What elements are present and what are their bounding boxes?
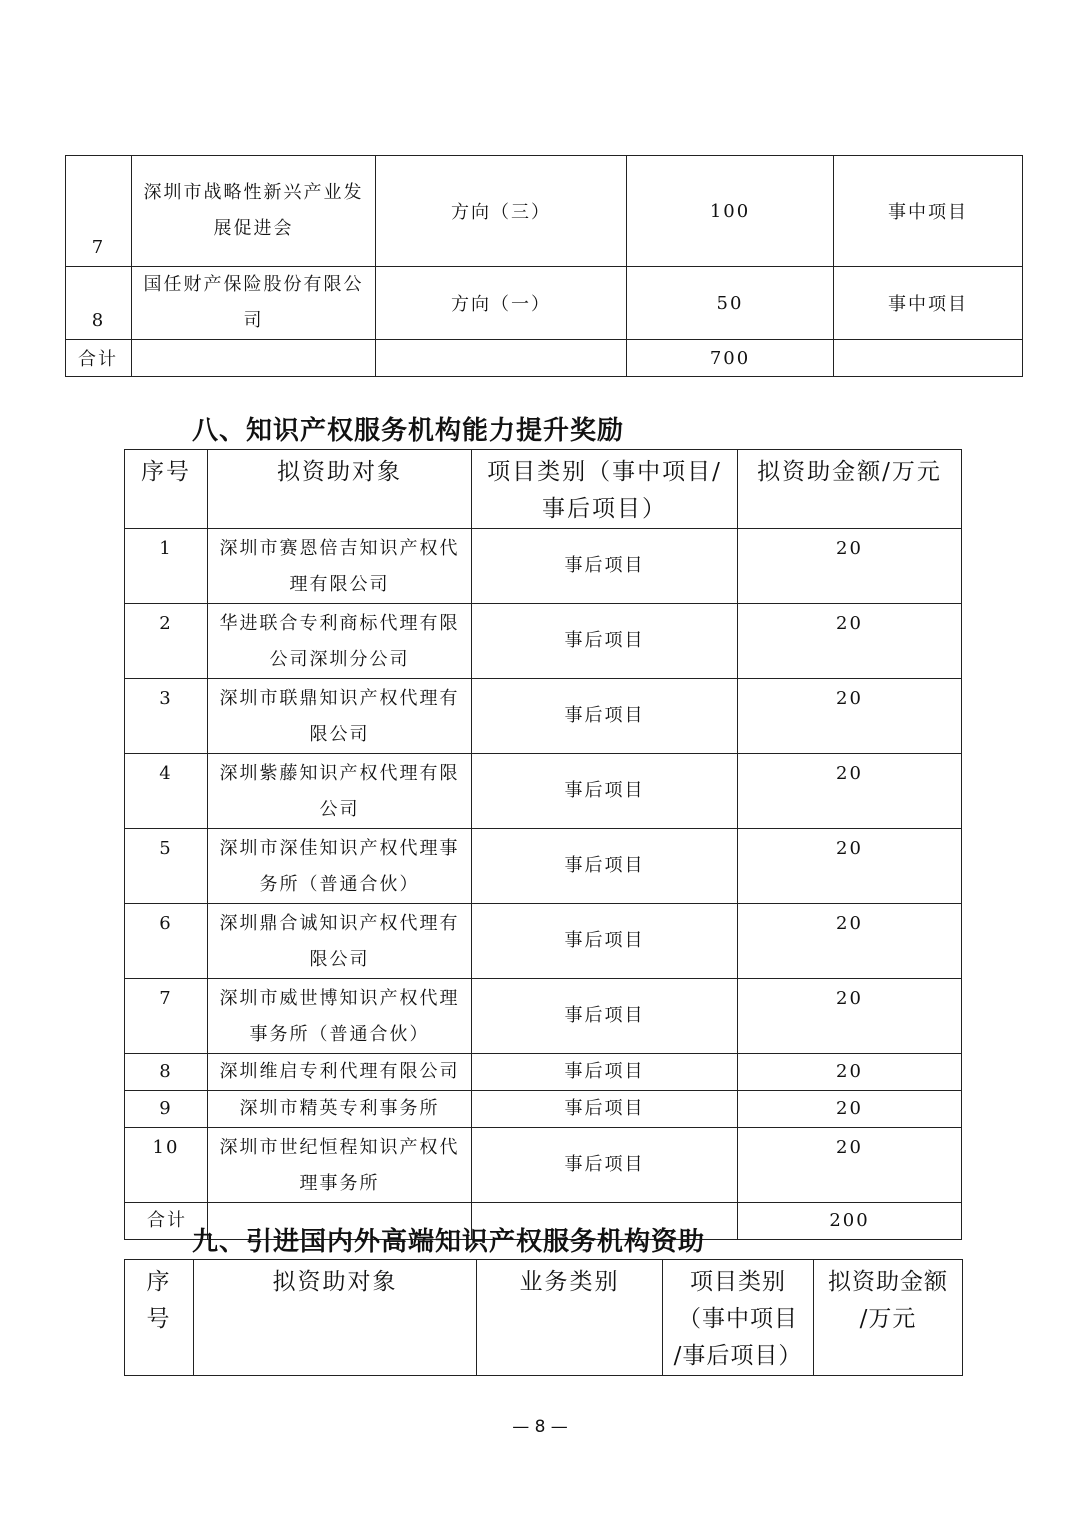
direction: 方向（一） [376,267,627,340]
section-9-table [124,1259,963,1376]
row-number: 8 [66,267,132,340]
table-row [66,156,1023,267]
row-number: 6 [125,904,208,979]
funding-target: 深圳市深佳知识产权代理事 务所（普通合伙） [208,829,472,904]
amount: 20 [738,679,962,754]
row-number: 9 [125,1091,208,1128]
funding-target: 深圳维启专利代理有限公司 [208,1054,472,1091]
funding-target: 华进联合专利商标代理有限 公司深圳分公司 [208,604,472,679]
funding-target: 深圳市战略性新兴产业发 展促进会 [132,156,376,267]
project-type: 事后项目 [472,529,738,604]
page-number: — 8 — [512,1417,568,1437]
table-row [66,267,1023,340]
header-target: 拟资助对象 [194,1260,477,1376]
header-target: 拟资助对象 [208,450,472,529]
row-number: 7 [66,156,132,267]
amount: 20 [738,1091,962,1128]
project-type: 事后项目 [472,604,738,679]
total-amount: 200 [738,1203,962,1240]
row-number: 1 [125,529,208,604]
header-business: 业务类别 [477,1260,663,1376]
project-type: 事后项目 [472,754,738,829]
total-label: 合计 [125,1203,208,1240]
empty-cell [834,340,1023,377]
header-row [125,450,962,529]
amount: 20 [738,979,962,1054]
project-type: 事后项目 [472,904,738,979]
table-row [125,604,962,679]
amount: 20 [738,529,962,604]
amount: 20 [738,829,962,904]
table-row [125,679,962,754]
table-row [125,979,962,1054]
total-label: 合计 [66,340,132,377]
table-row [125,1091,962,1128]
amount: 20 [738,1054,962,1091]
empty-cell [376,340,627,377]
funding-target: 深圳市威世博知识产权代理 事务所（普通合伙） [208,979,472,1054]
row-number: 2 [125,604,208,679]
table-row [125,1128,962,1203]
header-row [125,1260,963,1376]
project-type: 事后项目 [472,1091,738,1128]
header-amount: 拟资助金额/万元 [738,450,962,529]
amount: 100 [627,156,834,267]
header-amount: 拟资助金额 /万元 [814,1260,963,1376]
table-row [125,1054,962,1091]
table-row [125,904,962,979]
project-type: 事后项目 [472,1054,738,1091]
project-type: 事后项目 [472,829,738,904]
total-amount: 700 [627,340,834,377]
funding-target: 深圳紫藤知识产权代理有限 公司 [208,754,472,829]
header-no: 序号 [125,450,208,529]
table-row [125,829,962,904]
table-row [125,529,962,604]
table-row [125,754,962,829]
continued-funding-table [65,155,1023,377]
row-number: 4 [125,754,208,829]
funding-target: 深圳市世纪恒程知识产权代 理事务所 [208,1128,472,1203]
amount: 50 [627,267,834,340]
section-9-title: 九、引进国内外高端知识产权服务机构资助 [192,1227,706,1257]
amount: 20 [738,904,962,979]
row-number: 5 [125,829,208,904]
row-number: 10 [125,1128,208,1203]
project-type: 事后项目 [472,979,738,1054]
row-number: 8 [125,1054,208,1091]
amount: 20 [738,1128,962,1203]
empty-cell [132,340,376,377]
section-8-title: 八、知识产权服务机构能力提升奖励 [192,416,625,446]
row-number: 3 [125,679,208,754]
amount: 20 [738,604,962,679]
project-type: 事中项目 [834,156,1023,267]
funding-target: 国任财产保险股份有限公 司 [132,267,376,340]
funding-target: 深圳市赛恩倍吉知识产权代 理有限公司 [208,529,472,604]
project-type: 事中项目 [834,267,1023,340]
project-type: 事后项目 [472,1128,738,1203]
section-8-table [124,449,962,1240]
amount: 20 [738,754,962,829]
funding-target: 深圳市精英专利事务所 [208,1091,472,1128]
header-category: 项目类别（事中项目/ 事后项目） [472,450,738,529]
row-number: 7 [125,979,208,1054]
total-row [66,340,1023,377]
direction: 方向（三） [376,156,627,267]
funding-target: 深圳市联鼎知识产权代理有 限公司 [208,679,472,754]
header-category: 项目类别 （事中项目 /事后项目） [663,1260,814,1376]
project-type: 事后项目 [472,679,738,754]
funding-target: 深圳鼎合诚知识产权代理有 限公司 [208,904,472,979]
header-no: 序 号 [125,1260,194,1376]
